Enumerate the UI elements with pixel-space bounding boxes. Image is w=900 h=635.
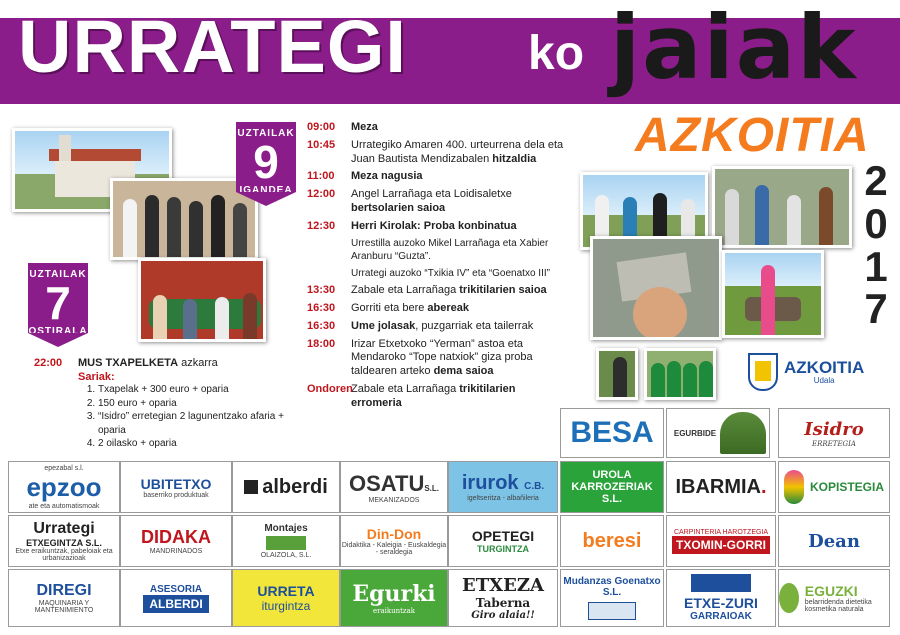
crowd-photo [712, 166, 852, 248]
sponsor-urrategi-etxegintza: Urrategi ETXEGINTZA S.L. Etxe eraikuntzak, pabeloiak eta urbanizazioak [8, 515, 120, 567]
herri-kirolak-detail: Urrestilla auzoko Mikel Larrañaga eta Xabier Aranburu “Guzta”. [351, 238, 549, 263]
tree-figure-icon [784, 470, 804, 504]
year-digit: 2 [864, 157, 888, 204]
card-game-photo [138, 258, 266, 342]
welding-icon [266, 536, 306, 550]
sponsor-epzoo: epezabal s.l. epzoo ate eta automatismoak [8, 461, 120, 513]
schedule-item: 12:00 Angel Larrañaga eta Loidisaletxe bertsolarien saioa [307, 188, 512, 214]
event-title-suffix: ko [528, 27, 585, 80]
prize-item: 2. 150 euro + oparia [98, 397, 294, 411]
herri-kirolak-detail: Urrategi auzoko “Txikia IV” eta “Goenatxo III” [351, 268, 550, 280]
schedule-item: 10:45 Urrategiko Amaren 400. urteurrena dela eta Juan Bautista Mendizabalen hitzaldia [307, 138, 564, 165]
town-name: AZKOITIA [635, 109, 870, 162]
sponsor-egurbide: EGURBIDE [666, 408, 770, 458]
sponsor-besa: BESA [560, 408, 664, 458]
schedule-item: 11:00 Meza nagusia [307, 170, 423, 183]
date-weekday: OSTIRALA [28, 326, 88, 337]
date-badge-friday [28, 263, 88, 337]
schedule-item: Ondoren Zabale eta Larrañaga trikitilarien erromeria [307, 382, 516, 409]
sponsor-txomin-gorri: CARPINTERIA HAROTZEGIA TXOMIN-GORRI [666, 515, 776, 567]
year-digit: 7 [864, 285, 888, 333]
schedule-item: 16:30 Ume jolasak, puzgarriak eta tailerrak [307, 319, 534, 332]
sponsor-didaka: DIDAKA MANDRINADOS [120, 515, 232, 567]
coat-of-arms-icon [748, 353, 778, 391]
date-day: 7 [45, 277, 71, 329]
schedule-item: 12:30 Herri Kirolak: Proba konbinatua [307, 219, 517, 232]
football-team-photo [644, 348, 716, 400]
sponsor-etxeza: ETXEZA Taberna Giro alaia!! [448, 569, 558, 627]
sponsor-din-don: Din-Don Didaktika - Kaleigia - Euskaldegia - seraldegia [340, 515, 448, 567]
schedule-item: 16:30 Gorriti eta bere abereak [307, 302, 470, 314]
prizes-label: Sariak: [78, 371, 115, 383]
sponsor-ubitetxo: UBITETXO baserriko produktuak [120, 461, 232, 513]
schedule-item: 13:30 Zabale eta Larrañaga trikitilarien saioa [307, 284, 547, 297]
prize-item: 1. Txapelak + 300 euro + oparia [98, 383, 294, 397]
year-digit: 1 [864, 242, 888, 290]
donkey-photo [722, 250, 824, 338]
tree-icon [720, 412, 766, 454]
date-month: UZTAILAK [29, 269, 87, 280]
azkoitia-udala-logo: AZKOITIA Udala [748, 352, 890, 392]
date-month: UZTAILAK [237, 128, 295, 139]
sponsor-lopetegi: OPETEGI TURGINTZA [448, 515, 558, 567]
sponsor-montajes-olaizola: Montajes OLAIZOLA, S.L. [232, 515, 340, 567]
sponsor-diregi: DIREGI MAQUINARIA Y MANTENIMIENTO [8, 569, 120, 627]
event-year [858, 157, 894, 333]
mus-title: MUS TXAPELKETA azkarra [78, 357, 218, 369]
stone-lifting-photo [590, 236, 722, 340]
mus-tournament [34, 357, 294, 451]
sponsor-alberdi: alberdi [232, 461, 340, 513]
schedule-item: 18:00 Irizar Etxetxoko “Yerman” astoa eta Mendaroko “Tope natxiok” giza proba taldearen arteko dema saioa [307, 337, 533, 377]
alberdi-mark-icon [244, 480, 258, 494]
year-digit: 0 [864, 199, 888, 247]
sponsor-osatu: OSATUS.L. MEKANIZADOS [340, 461, 448, 513]
event-title-main: URRATEGI [18, 5, 407, 88]
prize-list [34, 383, 294, 451]
date-day: 9 [253, 136, 279, 188]
sunday-schedule [307, 121, 569, 414]
sponsor-egurki: Egurki eraikuntzak [340, 569, 448, 627]
pelota-team-photo [596, 348, 638, 400]
title-banner [0, 0, 900, 104]
sponsor-ibarmia: IBARMIA . [666, 461, 776, 513]
sponsor-urreta: URRETA iturgintza [232, 569, 340, 627]
schedule-item: 09:00 Meza [307, 121, 378, 133]
leaf-icon [779, 583, 799, 613]
event-title-jaiak: jaiak [610, 0, 858, 99]
sponsor-mudanzas-goenatxo: Mudanzas Goenatxo S.L. [560, 569, 664, 627]
prize-item: 4. 2 oilasko + oparia [98, 437, 294, 451]
sponsor-urola: UROLA KARROZERIAK S.L. [560, 461, 664, 513]
sponsor-kopistegia: KOPISTEGIA [778, 461, 890, 513]
date-badge-sunday [236, 122, 296, 196]
sponsor-irurok: irurok C.B. igeltseritza - albañileria [448, 461, 558, 513]
date-weekday: IGANDEA [239, 185, 293, 196]
sponsor-eguzki: EGUZKI belarridenda dietetika kosmetika naturala [778, 569, 890, 627]
sponsor-etxe-zuri: ETXE-ZURI GARRAIOAK [666, 569, 776, 627]
sponsor-isidro: Isidro ERRETEGIA [778, 408, 890, 458]
prize-item: 3. “Isidro” erretegian 2 lagunentzako afaria + oparia [98, 410, 294, 437]
sponsor-beresi: beresi [560, 515, 664, 567]
truck-icon [588, 602, 636, 620]
sponsor-asesoria-alberdi: ASESORIA ALBERDI [120, 569, 232, 627]
truck-icon [691, 574, 751, 592]
sponsor-dean: Dean [778, 515, 890, 567]
mus-time: 22:00 [34, 357, 63, 369]
